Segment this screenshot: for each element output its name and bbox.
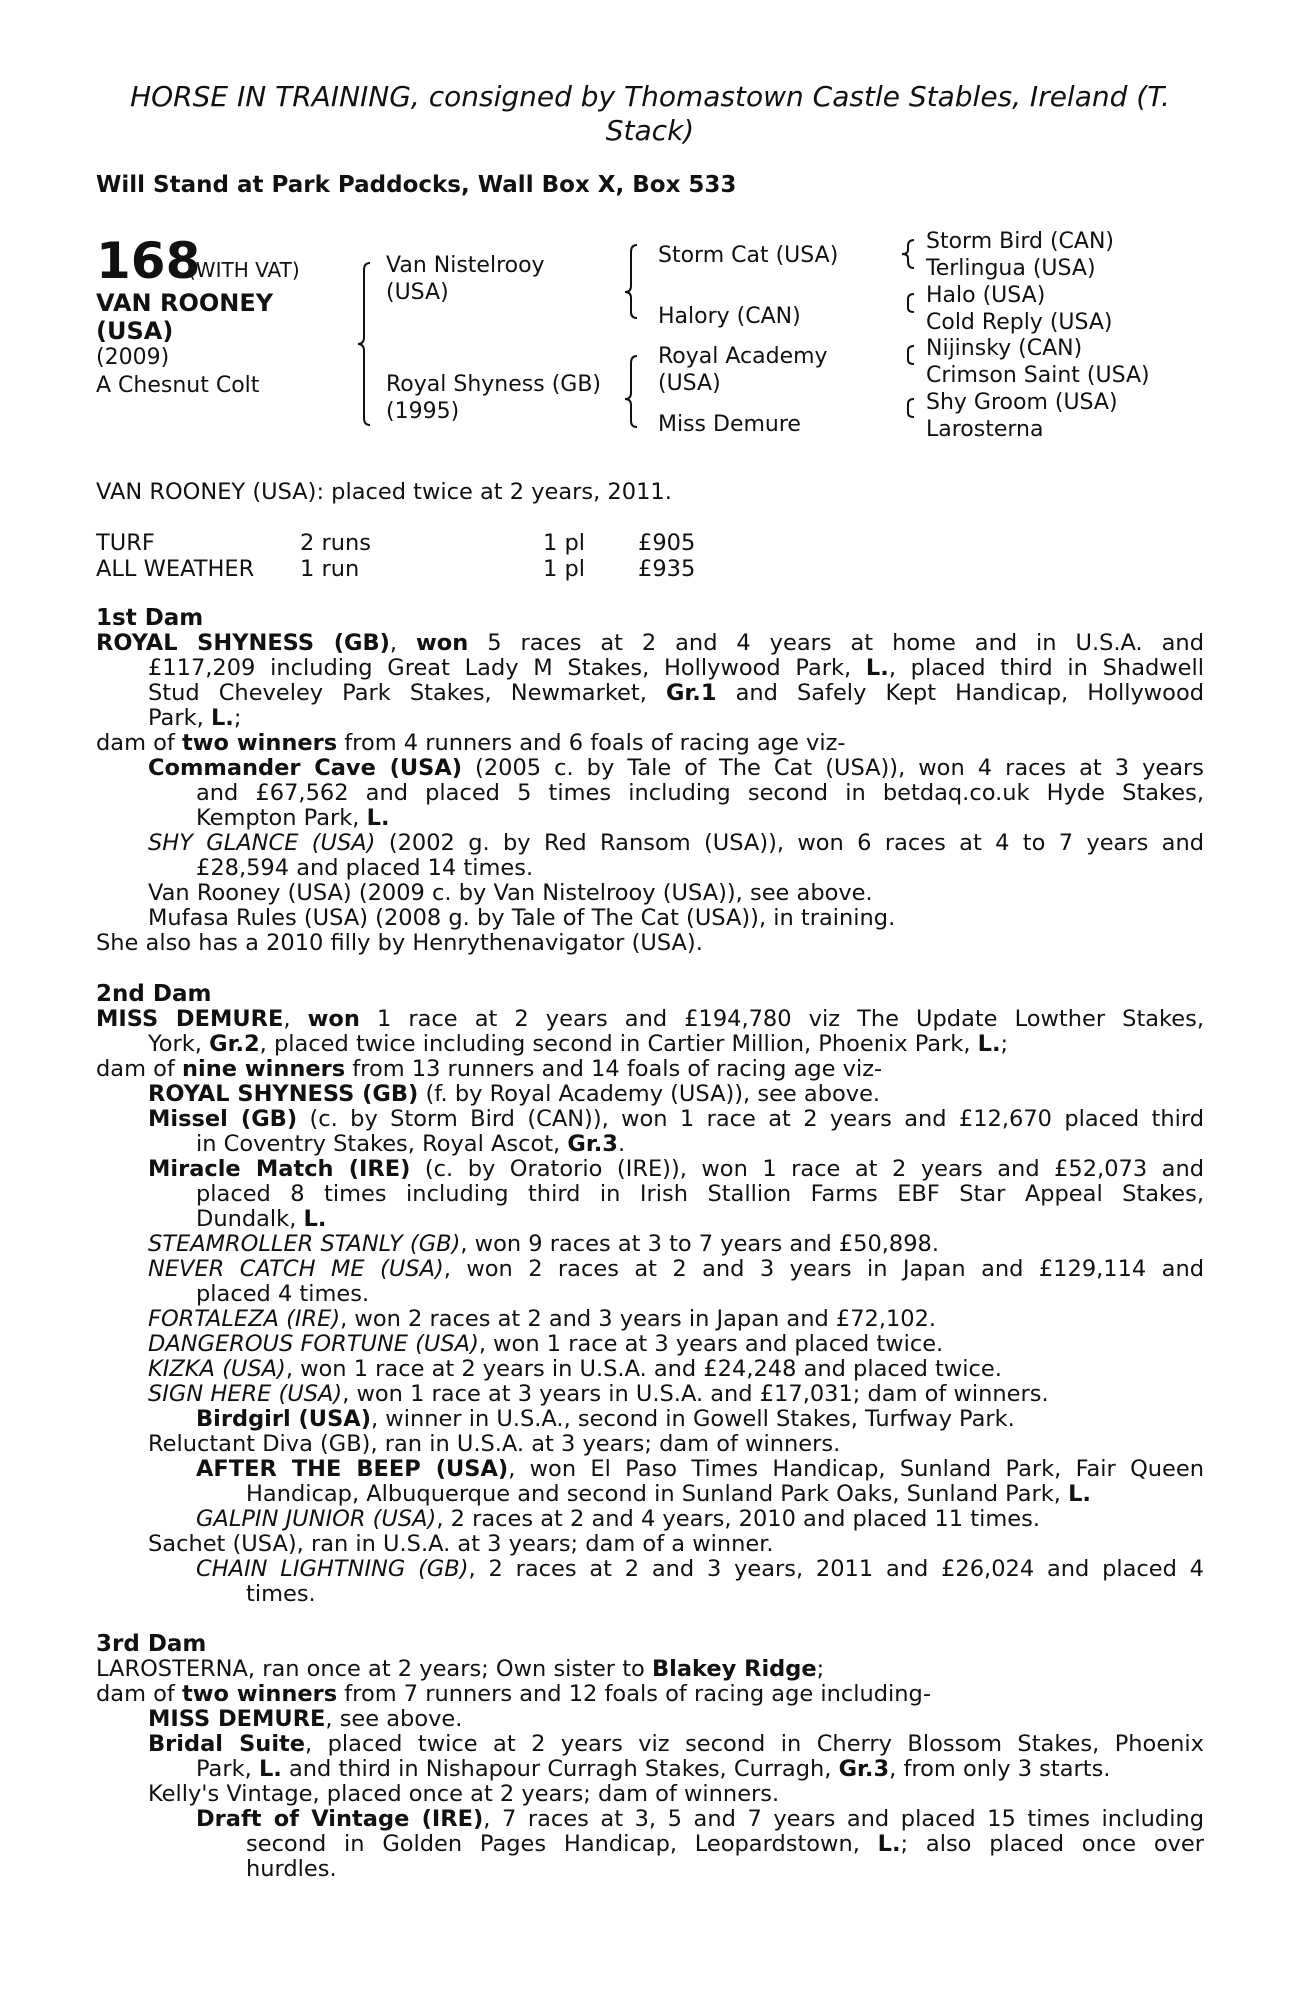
record-surface: ALL WEATHER — [96, 556, 255, 582]
foaling-year: (2009) — [96, 345, 170, 370]
first-dam-heading: 1st Dam — [96, 605, 204, 631]
first-dam-line: £117,209 including Great Lady M Stakes, Hollywood Park, L., placed third in Shadwell — [148, 655, 1205, 681]
produce-entry: Sachet (USA), ran in U.S.A. at 3 years; dam of a winner. — [148, 1531, 774, 1557]
produce-entry: Miracle Match (IRE) (c. by Oratorio (IRE)), won 1 race at 2 years and £52,073 and — [148, 1156, 1204, 1182]
record-placed: 1 pl — [543, 556, 586, 582]
produce-entry: Birdgirl (USA), winner in U.S.A., second in Gowell Stakes, Turfway Park. — [196, 1406, 1015, 1432]
second-dam-line: York, Gr.2, placed twice including second in Cartier Million, Phoenix Park, L.; — [148, 1031, 1009, 1057]
text: 5 races at 2 and 4 years at home and in U.S.A. and — [487, 630, 1204, 656]
won-label: won — [415, 630, 469, 656]
produce-entry: times. — [246, 1581, 316, 1607]
produce-entry: hurdles. — [246, 1856, 337, 1882]
sds: Halo (USA) — [926, 283, 1046, 308]
produce-entry: KIZKA (USA), won 1 race at 2 years in U.S.A. and £24,248 and placed twice. — [148, 1356, 1002, 1382]
produce-entry: Commander Cave (USA) (2005 c. by Tale of The Cat (USA)), won 4 races at 3 years — [148, 755, 1204, 781]
title-line-1: HORSE IN TRAINING, consigned by Thomastown Castle Stables, Ireland (T. — [130, 80, 1170, 113]
produce-entry: Reluctant Diva (GB), ran in U.S.A. at 3 years; dam of winners. — [148, 1431, 841, 1457]
horse-description: A Chesnut Colt — [96, 373, 260, 398]
produce-entry: placed 8 times including third in Irish Stallion Farms EBF Star Appeal Stakes, — [196, 1181, 1204, 1207]
produce-entry: FORTALEZA (IRE), won 2 races at 2 and 3 years in Japan and £72,102. — [148, 1306, 937, 1332]
first-dam-line: Park, L.; — [148, 705, 242, 731]
second-dam-line: MISS DEMURE, won 1 race at 2 years and £194,780 viz The Update Lowther Stakes, — [96, 1006, 1205, 1032]
second-dam-produce-summary: dam of nine winners from 13 runners and 14 foals of racing age viz- — [96, 1056, 883, 1082]
record-runs: 1 run — [300, 556, 360, 582]
horse-name: VAN ROONEY — [96, 289, 274, 317]
pedigree-block — [96, 228, 1204, 458]
produce-entry: Kempton Park, L. — [196, 805, 390, 831]
produce-entry: GALPIN JUNIOR (USA), 2 races at 2 and 4 years, 2010 and placed 11 times. — [196, 1506, 1040, 1532]
produce-entry: Van Rooney (USA) (2009 c. by Van Nistelrooy (USA)), see above. — [148, 880, 873, 906]
dam-year: (1995) — [386, 399, 460, 424]
produce-entry: in Coventry Stakes, Royal Ascot, Gr.3. — [196, 1131, 626, 1157]
ssd: Terlingua (USA) — [926, 256, 1096, 281]
produce-entry: Mufasa Rules (USA) (2008 g. by Tale of The Cat (USA)), in training. — [148, 905, 896, 931]
sdd: Cold Reply (USA) — [926, 310, 1113, 335]
dsd: Crimson Saint (USA) — [926, 363, 1150, 388]
third-dam-heading: 3rd Dam — [96, 1631, 207, 1657]
dam-sire-name: Royal Academy — [658, 344, 828, 369]
first-dam-produce-summary: dam of two winners from 4 runners and 6 foals of racing age viz- — [96, 730, 846, 756]
sire-name: Van Nistelrooy — [386, 253, 545, 278]
record-prize: £935 — [638, 556, 696, 582]
record-runs: 2 runs — [300, 530, 371, 556]
dam-name: Royal Shyness (GB) — [386, 372, 601, 397]
dam-name: ROYAL SHYNESS (GB) — [96, 630, 390, 656]
produce-note: She also has a 2010 filly by Henrythenavigator (USA). — [96, 930, 703, 956]
record-placed: 1 pl — [543, 530, 586, 556]
produce-entry: SHY GLANCE (USA) (2002 g. by Red Ransom (USA)), won 6 races at 4 to 7 years and — [148, 830, 1204, 856]
record-surface: TURF — [96, 530, 155, 556]
title-line-2: Stack) — [605, 114, 695, 147]
record-prize: £905 — [638, 530, 696, 556]
produce-entry: placed 4 times. — [196, 1281, 370, 1307]
produce-entry: Bridal Suite, placed twice at 2 years viz second in Cherry Blossom Stakes, Phoenix — [148, 1731, 1204, 1757]
produce-entry: MISS DEMURE, see above. — [148, 1706, 463, 1732]
produce-entry: and £67,562 and placed 5 times including second in betdaq.co.uk Hyde Stakes, — [196, 780, 1204, 806]
dss: Nijinsky (CAN) — [926, 336, 1083, 361]
sire-dam: Halory (CAN) — [658, 304, 801, 329]
page-title — [96, 80, 1204, 148]
first-dam-line: Stud Cheveley Park Stakes, Newmarket, Gr.1 and Safely Kept Handicap, Hollywood — [148, 680, 1204, 706]
produce-entry: AFTER THE BEEP (USA), won El Paso Times Handicap, Sunland Park, Fair Queen — [196, 1456, 1204, 1482]
produce-entry: Kelly's Vintage, placed once at 2 years; dam of winners. — [148, 1781, 780, 1807]
stand-location: Will Stand at Park Paddocks, Wall Box X, Box 533 — [96, 172, 737, 198]
produce-entry: STEAMROLLER STANLY (GB), won 9 races at 3 to 7 years and £50,898. — [148, 1231, 940, 1257]
dds: Shy Groom (USA) — [926, 390, 1118, 415]
produce-entry: DANGEROUS FORTUNE (USA), won 1 race at 3 years and placed twice. — [148, 1331, 944, 1357]
produce-entry: SIGN HERE (USA), won 1 race at 3 years in U.S.A. and £17,031; dam of winners. — [148, 1381, 1049, 1407]
lot-number: 168 — [96, 232, 201, 290]
produce-entry: Handicap, Albuquerque and second in Sunland Park Oaks, Sunland Park, L. — [246, 1481, 1091, 1507]
produce-entry: ROYAL SHYNESS (GB) (f. by Royal Academy (USA)), see above. — [148, 1081, 881, 1107]
produce-entry: Missel (GB) (c. by Storm Bird (CAN)), won 1 race at 2 years and £12,670 placed third — [148, 1106, 1204, 1132]
first-dam-line: ROYAL SHYNESS (GB), won 5 races at 2 and 4 years at home and in U.S.A. and — [96, 630, 1204, 656]
sss: Storm Bird (CAN) — [926, 229, 1114, 254]
second-dam-heading: 2nd Dam — [96, 981, 212, 1007]
produce-entry: Dundalk, L. — [196, 1206, 327, 1232]
produce-entry: Park, L. and third in Nishapour Curragh Stakes, Curragh, Gr.3, from only 3 starts. — [196, 1756, 1111, 1782]
sire-origin: (USA) — [386, 280, 449, 305]
produce-entry: NEVER CATCH ME (USA), won 2 races at 2 and 3 years in Japan and £129,114 and — [148, 1256, 1204, 1282]
third-dam-produce-summary: dam of two winners from 7 runners and 12 foals of racing age including- — [96, 1681, 931, 1707]
sire-sire: Storm Cat (USA) — [658, 243, 839, 268]
vat-label: (WITH VAT) — [188, 258, 300, 282]
produce-entry: Draft of Vintage (IRE), 7 races at 3, 5 and 7 years and placed 15 times including — [196, 1806, 1204, 1832]
produce-entry: second in Golden Pages Handicap, Leopardstown, L.; also placed once over — [246, 1831, 1205, 1857]
third-dam-line: LAROSTERNA, ran once at 2 years; Own sister to Blakey Ridge; — [96, 1656, 825, 1682]
ddd: Larosterna — [926, 417, 1044, 442]
dam-sire-origin: (USA) — [658, 371, 721, 396]
dam-dam: Miss Demure — [658, 412, 801, 437]
produce-entry: CHAIN LIGHTNING (GB), 2 races at 2 and 3 years, 2011 and £26,024 and placed 4 — [196, 1556, 1204, 1582]
horse-origin: (USA) — [96, 317, 174, 345]
race-summary: VAN ROONEY (USA): placed twice at 2 years, 2011. — [96, 479, 672, 505]
produce-entry: £28,594 and placed 14 times. — [196, 855, 534, 881]
